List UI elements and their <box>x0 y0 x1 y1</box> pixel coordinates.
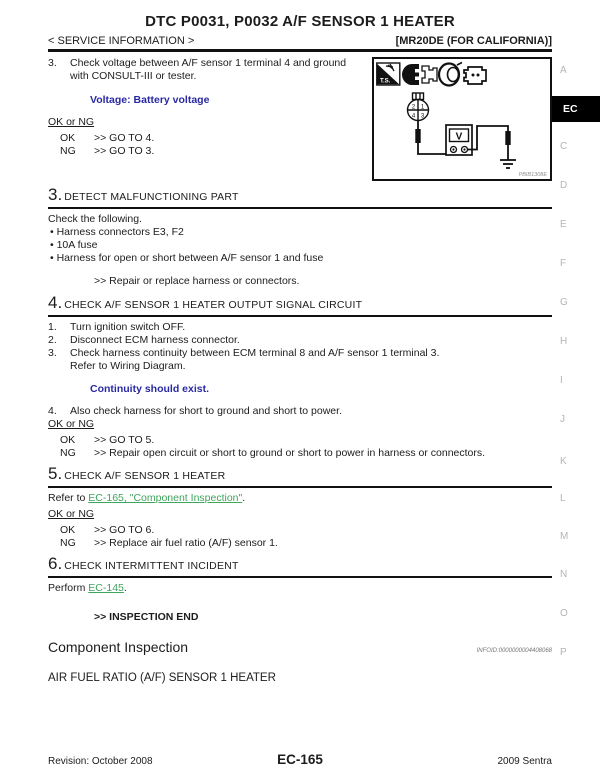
margin-letter-g: G <box>560 297 568 308</box>
refer-text: Refer to <box>48 492 89 504</box>
page-title: DTC P0031, P0032 A/F SENSOR 1 HEATER <box>145 13 455 30</box>
result-row-ng <box>48 145 366 158</box>
section-title: CHECK A/F SENSOR 1 HEATER <box>64 470 226 482</box>
result-row-ok <box>48 434 552 447</box>
component-inspection-link[interactable]: EC-165, "Component Inspection" <box>88 492 243 504</box>
step-number: 4. <box>48 405 57 417</box>
okng-header: OK or NG <box>48 418 95 430</box>
result-label: NG <box>60 537 76 549</box>
section3-heading <box>48 185 552 209</box>
voltage-check-figure <box>372 57 552 181</box>
result-action: >> GO TO 3. <box>94 145 155 157</box>
step3-instruction <box>48 57 366 83</box>
refer-period: . <box>242 492 246 504</box>
test-probe <box>415 129 420 143</box>
section4-body <box>48 317 552 460</box>
margin-letter-n: N <box>560 569 568 580</box>
bullet-item: • Harness connectors E3, F2 <box>48 226 552 239</box>
step3-block <box>48 57 552 181</box>
result-label: OK <box>60 524 76 536</box>
section-number: 5. <box>48 464 63 483</box>
section6-body <box>48 578 552 624</box>
refer-line <box>48 492 552 505</box>
section5-body <box>48 488 552 550</box>
disconnect-connector-icon <box>402 64 437 85</box>
result-action: >> GO TO 6. <box>94 524 155 536</box>
header-rule <box>48 49 552 52</box>
test-probe <box>505 131 510 145</box>
engine-variant-label: [MR20DE (FOR CALIFORNIA)] <box>395 35 552 47</box>
bullet-item: • 10A fuse <box>48 239 552 252</box>
procedure-step <box>48 347 552 373</box>
section3-body <box>48 209 552 288</box>
section-title: CHECK A/F SENSOR 1 HEATER OUTPUT SIGNAL CIRCUIT <box>64 299 363 311</box>
section4-heading <box>48 293 552 317</box>
procedure-step <box>48 321 552 334</box>
section-title: DETECT MALFUNCTIONING PART <box>64 191 239 203</box>
step-text: Turn ignition switch OFF. <box>70 321 186 333</box>
perform-line <box>48 582 552 595</box>
margin-letter-k: K <box>560 456 567 467</box>
continuity-spec: Continuity should exist. <box>90 383 210 395</box>
margin-letter-m: M <box>560 531 569 542</box>
okng-header: OK or NG <box>48 116 95 128</box>
step-text: Also check harness for short to ground and short to power. <box>70 405 342 417</box>
margin-letter-i: I <box>560 375 563 386</box>
check-intro: Check the following. <box>48 213 142 225</box>
okng-header: OK or NG <box>48 508 95 520</box>
procedure-step <box>48 334 552 347</box>
ecm-connector-icon <box>464 67 486 84</box>
repair-action: >> Repair or replace harness or connectors. <box>94 275 300 287</box>
margin-letter-l: L <box>560 493 566 504</box>
section-title: CHECK INTERMITTENT INCIDENT <box>64 560 239 572</box>
component-inspection-heading-row <box>48 639 552 655</box>
margin-letter-o: O <box>560 608 568 619</box>
result-action: >> Repair open circuit or short to ground or short to power in harness or connectors. <box>94 447 486 459</box>
component-inspection-title: Component Inspection <box>48 639 189 655</box>
voltmeter <box>446 125 472 155</box>
svg-text:4: 4 <box>411 113 416 120</box>
round-connector-icon <box>439 63 462 86</box>
figure-code: PBIB1308E <box>518 172 547 178</box>
result-label: OK <box>60 132 76 144</box>
model-label: 2009 Sentra <box>497 756 552 767</box>
result-label: NG <box>60 447 76 459</box>
result-row-ok <box>48 132 366 145</box>
page-code: EC-165 <box>277 752 323 767</box>
af-sensor-heater-subheading: AIR FUEL RATIO (A/F) SENSOR 1 HEATER <box>48 672 276 684</box>
step-text: Check voltage between A/F sensor 1 terminal 4 and ground with CONSULT-III or tester. <box>70 57 347 82</box>
ground-symbol <box>500 160 516 168</box>
step-number: 1. <box>48 321 57 333</box>
margin-letter-h: H <box>560 336 568 347</box>
svg-text:1: 1 <box>420 104 425 111</box>
revision-label: Revision: October 2008 <box>48 756 153 767</box>
section-number: 3. <box>48 185 63 204</box>
wire <box>468 126 509 150</box>
result-label: OK <box>60 434 76 446</box>
svg-text:T.S.: T.S. <box>380 78 391 85</box>
page-footer <box>48 752 552 767</box>
ec-145-link[interactable]: EC-145 <box>88 582 124 594</box>
step-text: Check harness continuity between ECM terminal 8 and A/F sensor 1 terminal 3. <box>70 347 440 359</box>
step-number: 3. <box>48 347 57 359</box>
result-row-ng <box>48 537 552 550</box>
result-row-ng <box>48 447 552 460</box>
margin-letter-f: F <box>560 258 567 269</box>
ts-tool-icon <box>377 63 400 85</box>
section5-heading <box>48 464 552 488</box>
margin-letter-j: J <box>560 414 565 425</box>
voltage-spec: Voltage: Battery voltage <box>90 94 210 106</box>
margin-letter-a: A <box>560 65 567 76</box>
procedure-step <box>48 405 552 418</box>
result-label: NG <box>60 145 76 157</box>
margin-letter-e: E <box>560 219 567 230</box>
margin-letter-c: C <box>560 141 568 152</box>
service-information-label: < SERVICE INFORMATION > <box>48 35 195 47</box>
result-action: >> GO TO 5. <box>94 434 155 446</box>
infoid-code: INFOID:0000000004408068 <box>476 648 552 654</box>
step-text: Disconnect ECM harness connector. <box>70 334 240 346</box>
step-text-continued: Refer to Wiring Diagram. <box>70 360 186 372</box>
svg-text:3: 3 <box>420 113 425 120</box>
inspection-end-label: >> INSPECTION END <box>94 611 199 623</box>
result-action: >> GO TO 4. <box>94 132 155 144</box>
result-row-ok <box>48 524 552 537</box>
af-sensor-connector <box>408 93 429 121</box>
page-content <box>48 13 552 684</box>
svg-text:V: V <box>455 131 463 143</box>
margin-tab-ec: EC <box>552 96 600 122</box>
subheader <box>48 35 552 47</box>
perform-period: . <box>123 582 127 594</box>
step-number: 2. <box>48 334 57 346</box>
margin-letter-p: P <box>560 647 567 658</box>
step-number: 3. <box>48 57 57 69</box>
bullet-item: • Harness for open or short between A/F sensor 1 and fuse <box>48 252 552 265</box>
result-action: >> Replace air fuel ratio (A/F) sensor 1. <box>94 537 278 549</box>
section6-heading <box>48 554 552 578</box>
section-number: 4. <box>48 293 63 312</box>
margin-letter-d: D <box>560 180 568 191</box>
perform-text: Perform <box>48 582 89 594</box>
section-number: 6. <box>48 554 63 573</box>
svg-text:2: 2 <box>411 104 416 111</box>
